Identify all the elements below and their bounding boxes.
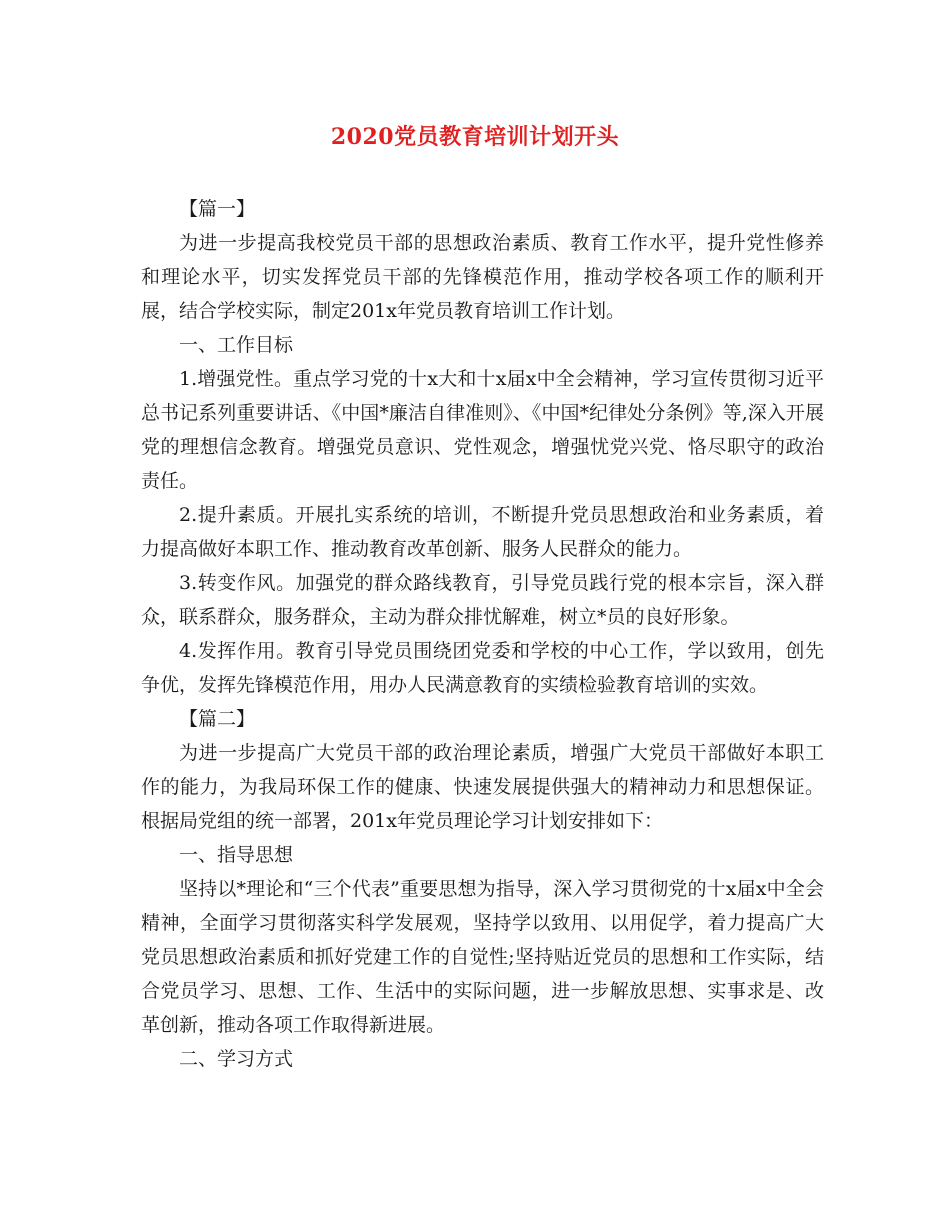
paragraph-goal-4: 4.发挥作用。教育引导党员围绕团党委和学校的中心工作，学以致用，创先争优，发挥先锋模范作用，用办人民满意教育的实绩检验教育培训的实效。 [141,640,824,696]
paragraph-goal-1: 1.增强党性。重点学习党的十x大和十x届x中全会精神，学习宣传贯彻习近平总书记系列重要讲话、《中国*廉洁自律准则》、《中国*纪律处分条例》等,深入开展党的理想信念教育。增强党员意识、党性观念，增强忧党兴党、恪尽职守的政治责任。 [141,368,824,492]
paragraph-goal-2: 2.提升素质。开展扎实系统的培训，不断提升党员思想政治和业务素质，着力提高做好本职工作、推动教育改革创新、服务人民群众的能力。 [141,504,824,560]
paragraph-goal-3: 3.转变作风。加强党的群众路线教育，引导党员践行党的根本宗旨，深入群众，联系群众，服务群众，主动为群众排忧解难，树立*员的良好形象。 [141,572,824,628]
paragraph-intro-part-one: 为进一步提高我校党员干部的思想政治素质、教育工作水平，提升党性修养和理论水平，切实发挥党员干部的先锋模范作用，推动学校各项工作的顺利开展，结合学校实际，制定201x年党员教育培训工作计划。 [141,232,824,322]
heading-study-method: 二、学习方式 [179,1048,294,1070]
document-title: 2020党员教育培训计划开头 [330,124,620,150]
heading-guiding-ideology: 一、指导思想 [179,844,294,866]
paragraph-guiding-ideology: 坚持以*理论和“三个代表”重要思想为指导，深入学习贯彻党的十x届x中全会精神，全面学习贯彻落实科学发展观，坚持学以致用、以用促学，着力提高广大党员思想政治素质和抓好党建工作的自觉性;坚持贴近党员的思想和工作实际，结合党员学习、思想、工作、生活中的实际问题，进一步解放思想、实事求是、改革创新，推动各项工作取得新进展。 [141,878,824,1036]
heading-work-goals: 一、工作目标 [179,334,294,356]
paragraph-intro-part-two: 为进一步提高广大党员干部的政治理论素质，增强广大党员干部做好本职工作的能力，为我局环保工作的健康、快速发展提供强大的精神动力和思想保证。根据局党组的统一部署，201x年党员理论学习计划安排如下： [141,742,824,832]
section-heading-part-two: 【篇二】 [179,708,256,730]
document-body [141,192,824,1076]
section-heading-part-one: 【篇一】 [179,198,256,220]
